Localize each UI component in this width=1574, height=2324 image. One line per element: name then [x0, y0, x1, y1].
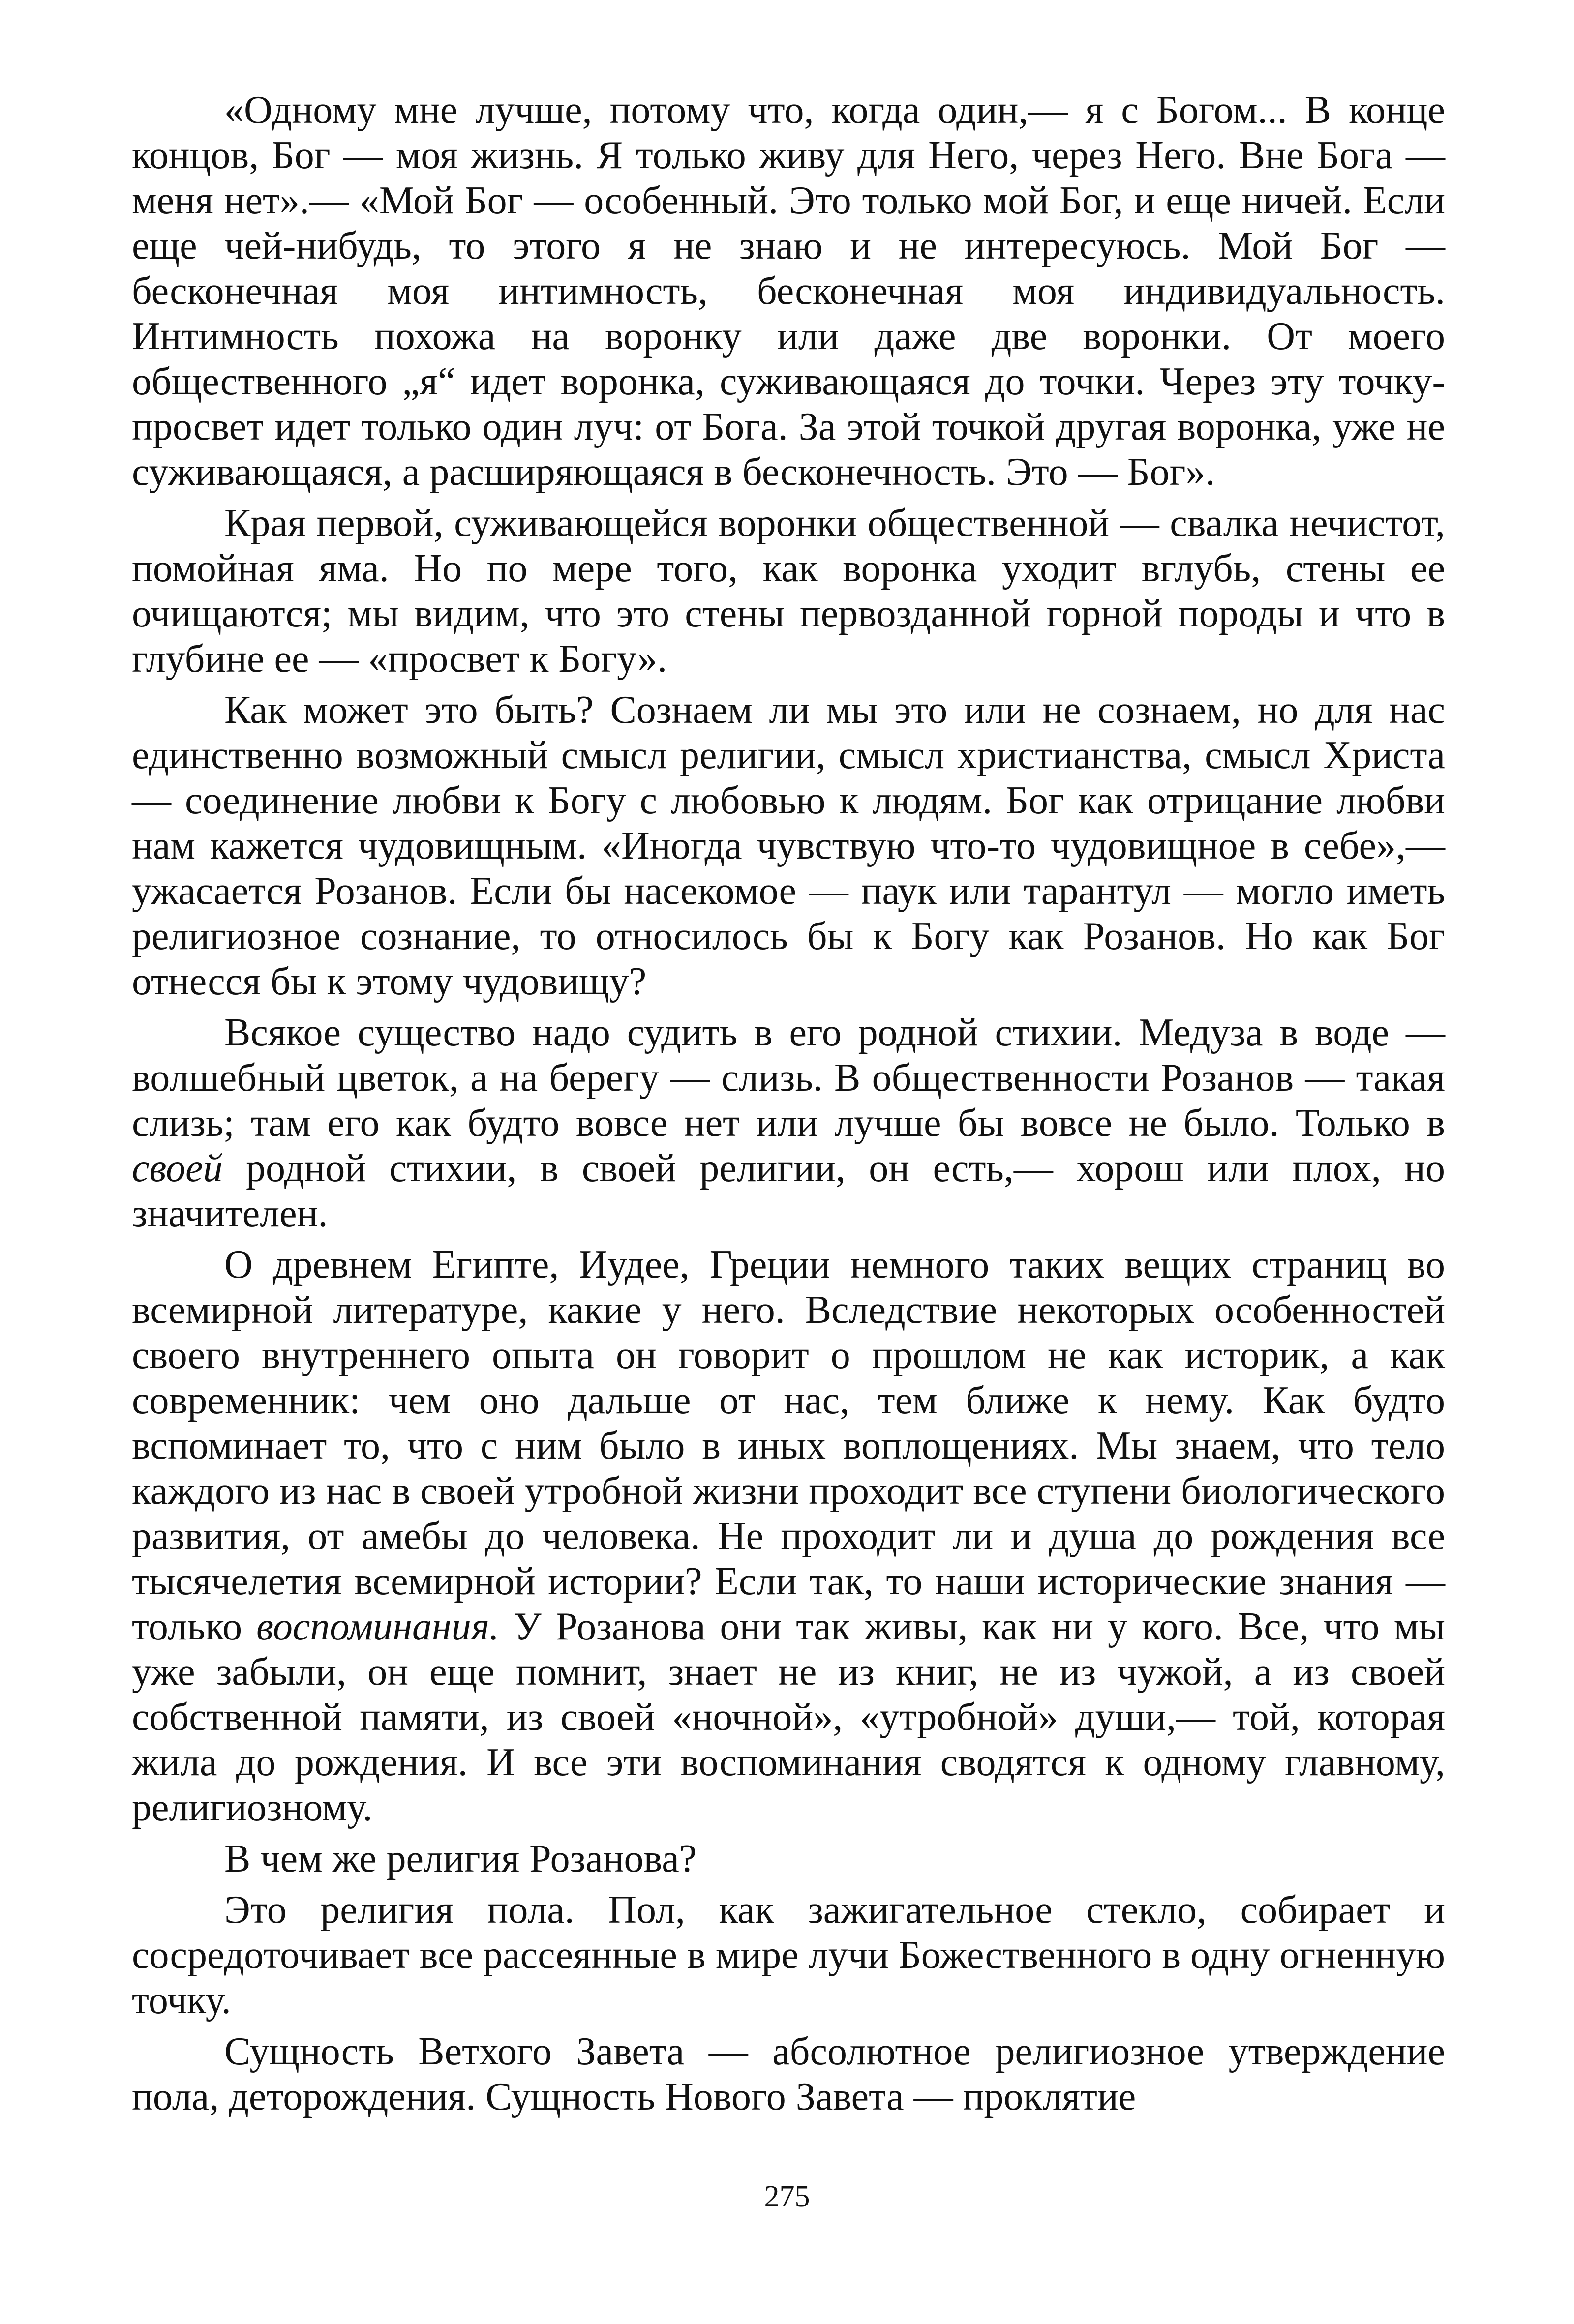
paragraph-3 — [132, 687, 1445, 1004]
paragraph-text: Сущность Ветхого Завета — абсолютное религиозное утверждение пола, деторождения. Сущность Нового Завета — проклятие — [132, 2030, 1445, 2118]
italic-emphasis: своей — [132, 1147, 223, 1190]
italic-emphasis: воспоминания. — [256, 1605, 499, 1648]
page-number: 275 — [764, 2180, 810, 2213]
paragraph-text: «Одному мне лучше, потому что, когда один,— я с Богом... В конце концов, Бог — моя жизнь. Я только живу для Него, через Него. Вне Бога — меня нет».— «Мой Бог — особенный. Это только мой Бог, и еще ничей. Если еще чей-нибудь, то этого я не знаю и не интересуюсь. Мой Бог — бесконечная моя интимность, бесконечная моя индивидуальность. Интимность похожа на воронку или даже две воронки. От моего общественного „я“ идет воронка, суживающаяся до точки. Через эту точку-просвет идет только один луч: от Бога. За этой точкой другая воронка, уже не суживающаяся, а расширяющаяся в бесконечность. Это — Бог». — [132, 89, 1445, 494]
paragraph-2 — [132, 501, 1445, 682]
paragraph-8 — [132, 2029, 1445, 2119]
paragraph-text: Как может это быть? Сознаем ли мы это или не сознаем, но для нас единственно возможный смысл религии, смысл христианства, смысл Христа — соединение любви к Богу с любовью к людям. Бог как отрицание любви нам кажется чудовищным. «Иногда чувствую что-то чудовищное в себе»,— ужасается Розанов. Если бы насекомое — паук или тарантул — могло иметь религиозное сознание, то относилось бы к Богу как Розанов. Но как Бог отнесся бы к этому чудовищу? — [132, 688, 1445, 1003]
paragraph-text: родной стихии, в своей религии, он есть,— хорош или плох, но значителен. — [132, 1147, 1445, 1235]
paragraph-6 — [132, 1836, 1445, 1881]
text-column — [132, 88, 1445, 2119]
paragraph-5 — [132, 1242, 1445, 1830]
paragraph-7 — [132, 1887, 1445, 2023]
paragraph-text: Всякое существо надо судить в его родной стихии. Медуза в воде — волшебный цветок, а на берегу — слизь. В общественности Розанов — такая слизь; там его как будто вовсе нет или лучше бы вовсе не было. Только в — [132, 1011, 1445, 1145]
paragraph-text: Это религия пола. Пол, как зажигательное стекло, собирает и сосредоточивает все рассеянные в мире лучи Божественного в одну огненную точку. — [132, 1888, 1445, 2022]
paragraph-text: О древнем Египте, Иудее, Греции немного таких вещих страниц во всемирной литературе, какие у него. Вследствие некоторых особенностей своего внутреннего опыта он говорит о прошлом не как историк, а как современник: чем оно дальше от нас, тем ближе к нему. Как будто вспоминает то, что с ним было в иных воплощениях. Мы знаем, что тело каждого из нас в своей утробной жизни проходит все ступени биологического развития, от амебы до человека. Не проходит ли и душа до рождения все тысячелетия всемирной истории? Если так, то наши исторические знания — только — [132, 1243, 1445, 1648]
paragraph-text: В чем же религия Розанова? — [224, 1837, 697, 1880]
paragraph-1 — [132, 88, 1445, 495]
paragraph-text: У Розанова они так живы, как ни у кого. Все, что мы уже забыли, он еще помнит, знает не из книг, не из чужой, а из своей собственной памяти, из своей «ночной», «утробной» души,— той, которая жила до рождения. И все эти воспоминания сводятся к одному главному, религиозному. — [132, 1605, 1446, 1829]
paragraph-text: Края первой, суживающейся воронки общественной — свалка нечистот, помойная яма. Но по мере того, как воронка уходит вглубь, стены ее очищаются; мы видим, что это стены первозданной горной породы и что в глубине ее — «просвет к Богу». — [132, 502, 1445, 681]
paragraph-4 — [132, 1010, 1445, 1236]
